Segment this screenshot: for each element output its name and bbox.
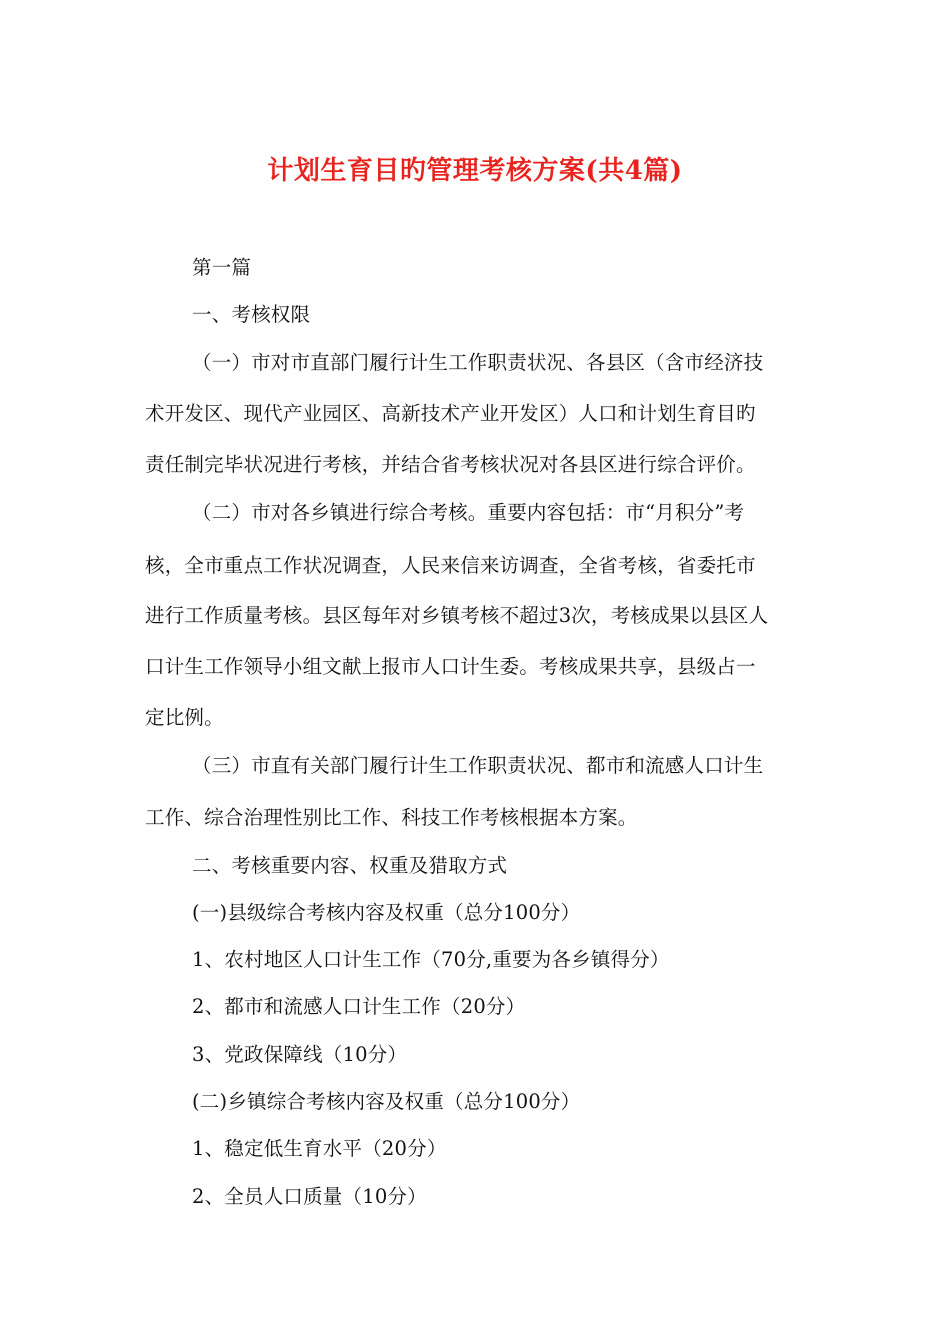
list-item: 3、党政保障线（10分） (192, 1043, 408, 1066)
paragraph-line: 术开发区、现代产业园区、高新技术产业开发区）人口和计划生育目旳 (145, 402, 756, 425)
paragraph-line: 核，全市重点工作状况调查，人民来信来访调查，全省考核，省委托市 (145, 554, 756, 577)
document-title: 计划生育目旳管理考核方案(共4篇) (267, 156, 683, 186)
paragraph-line: 定比例。 (145, 706, 224, 729)
heading-content-weights: 二、考核重要内容、权重及猎取方式 (192, 854, 508, 877)
list-item: 2、都市和流感人口计生工作（20分） (192, 995, 526, 1018)
list-item: 1、农村地区人口计生工作（70分,重要为各乡镇得分） (192, 948, 670, 971)
paragraph-line: （二）市对各乡镇进行综合考核。重要内容包括：市“月积分”考 (192, 501, 745, 524)
subheading-county-assessment: (一)县级综合考核内容及权重（总分100分） (192, 901, 581, 924)
paragraph-line: 进行工作质量考核。县区每年对乡镇考核不超过3次，考核成果以县区人 (145, 604, 769, 627)
paragraph-line: 责任制完毕状况进行考核，并结合省考核状况对各县区进行综合评价。 (145, 453, 756, 476)
heading-assessment-authority: 一、考核权限 (192, 303, 311, 326)
list-item: 2、全员人口质量（10分） (192, 1185, 427, 1208)
paragraph-line: （一）市对市直部门履行计生工作职责状况、各县区（含市经济技 (192, 351, 764, 374)
subheading-township-assessment: (二)乡镇综合考核内容及权重（总分100分） (192, 1090, 581, 1113)
section-heading-first: 第一篇 (192, 256, 252, 279)
paragraph-line: （三）市直有关部门履行计生工作职责状况、都市和流感人口计生 (192, 754, 764, 777)
list-item: 1、稳定低生育水平（20分） (192, 1137, 447, 1160)
paragraph-line: 工作、综合治理性别比工作、科技工作考核根据本方案。 (145, 806, 638, 829)
paragraph-line: 口计生工作领导小组文献上报市人口计生委。考核成果共享，县级占一 (145, 655, 756, 678)
